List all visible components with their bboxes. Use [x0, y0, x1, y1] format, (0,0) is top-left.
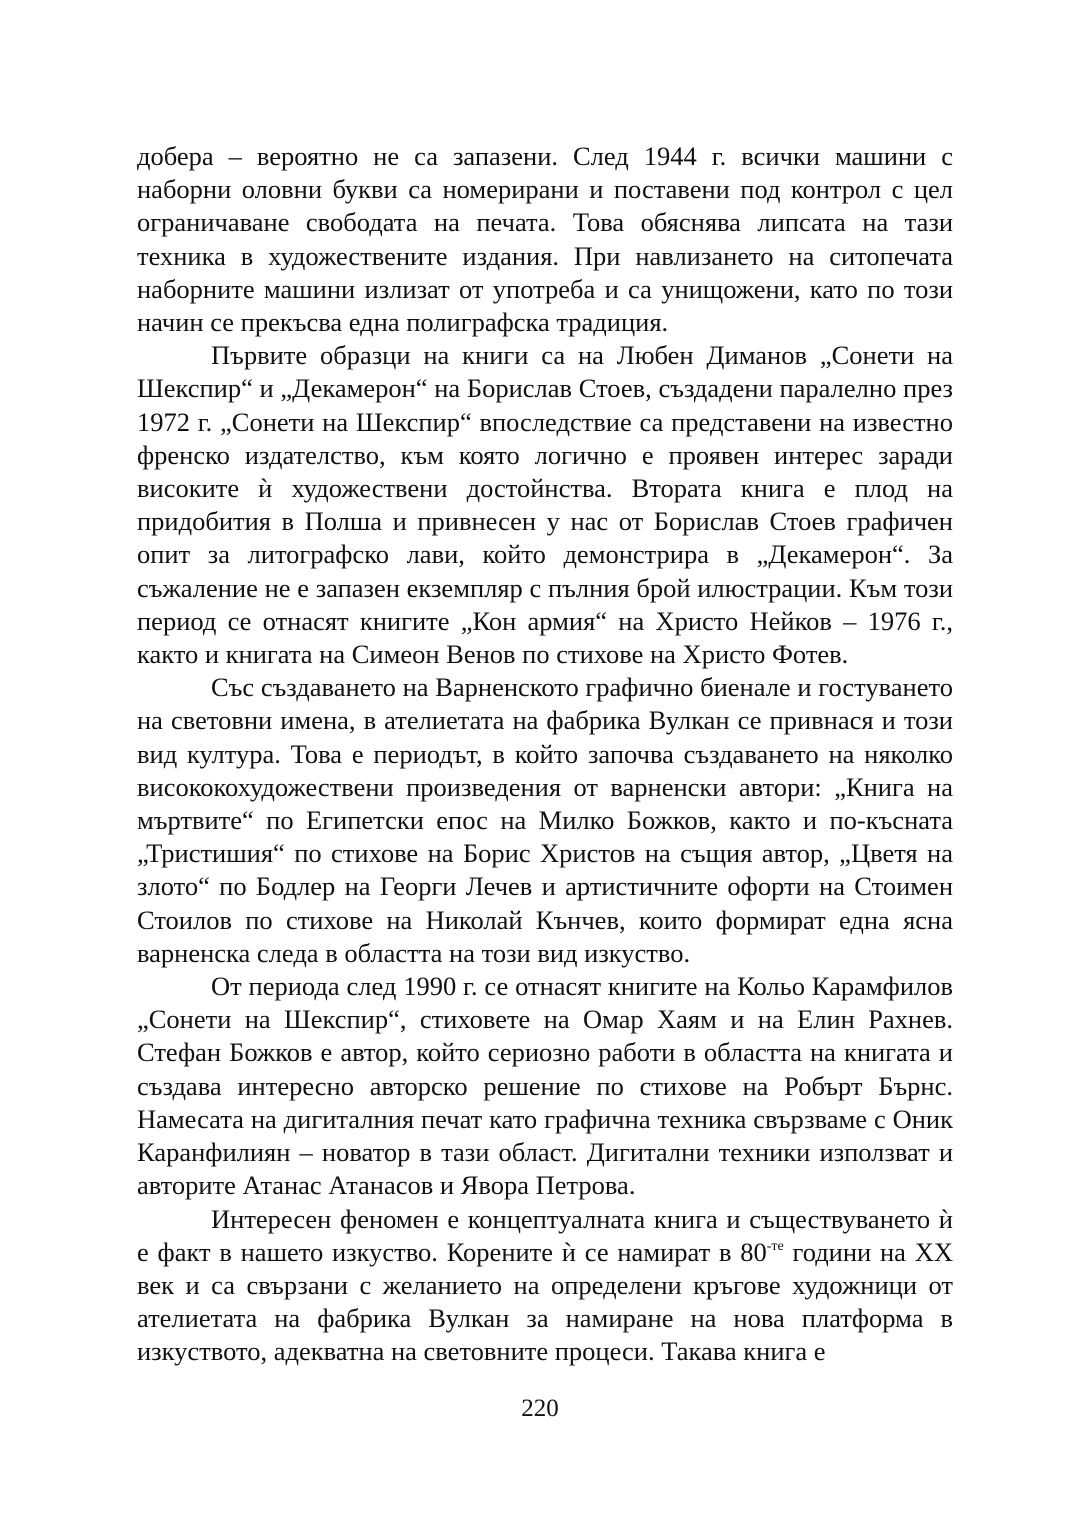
paragraph-conceptual-book [137, 1203, 953, 1369]
conceptual-book-text-start: Интересен феномен е концептуалната книга и съществуването ѝ е факт в нашето изкуство. Корените ѝ се намират в 80 [137, 1203, 953, 1267]
paragraph-continuation: добера – вероятно не са запазени. След 1944 г. всички машини с наборни оловни букви са номерирани и поставени под контрол с цел ограничаване свободата на печата. Това обяснява липсата на тази техника в художествените издания. При навлизането на ситопечата наборните машини излизат от употреба и са унищожени, като по този начин се прекъсва една полиграфска традиция. [137, 141, 953, 338]
paragraph-after-1990: От периода след 1990 г. се отнасят книгите на Кольо Карамфилов „Сонети на Шекспир“, стиховете на Омар Хаям и на Елин Рахнев. Стефан Божков е автор, който сериозно работи в областта на книгата и създава интересно авторско решение по стихове на Робърт Бърнс. Намесата на дигиталния печат като графична техника свързваме с Оник Каранфилиян – новатор в тази област. Дигитални техники използват и авторите Атанас Атанасов и Явора Петрова. [137, 971, 953, 1201]
page-number: 220 [521, 1395, 559, 1422]
superscript-suffix: -те [766, 1238, 784, 1254]
body-text [137, 140, 953, 1369]
paragraph-varna-biennale: Със създаването на Варненското графично биенале и гостуването на световни имена, в ателиетата на фабрика Вулкан се привнася и този вид култура. Това е периодът, в който започва създаването на няколко висококохудожествени произведения от варненски автори: „Книга на мъртвите“ по Египетски епос на Милко Божков, както и по-късната „Тристишия“ по стихове на Борис Христов на същия автор, „Цветя на злото“ по Бодлер на Георги Лечев и артистичните офорти на Стоимен Стоилов по стихове на Николай Кънчев, които формират една ясна варненска следа в областта на този вид изкуство. [137, 672, 953, 968]
paragraph-first-book-samples: Първите образци на книги са на Любен Диманов „Сонети на Шекспир“ и „Декамерон“ на Борислав Стоев, създадени паралелно през 1972 г. „Сонети на Шекспир“ впоследствие са представени на известно френско издателство, към която логично е проявен интерес заради високите ѝ художествени достойнства. Втората книга е плод на придобития в Полша и привнесен у нас от Борислав Стоев графичен опит за литографско лави, който демонстрира в „Декамерон“. За съжаление не е запазен екземпляр с пълния брой илюстрации. Към този период се отнасят книгите „Кон армия“ на Христо Нейков – 1976 г., както и книгата на Симеон Венов по стихове на Христо Фотев. [137, 340, 953, 670]
conceptual-book-text-end: години на XX век и са свързани с желанието на определени кръгове художници от ателиетата на фабрика Вулкан за намиране на нова платформа в изкуството, адекватна на световните процеси. Такава книга е [137, 1236, 953, 1367]
